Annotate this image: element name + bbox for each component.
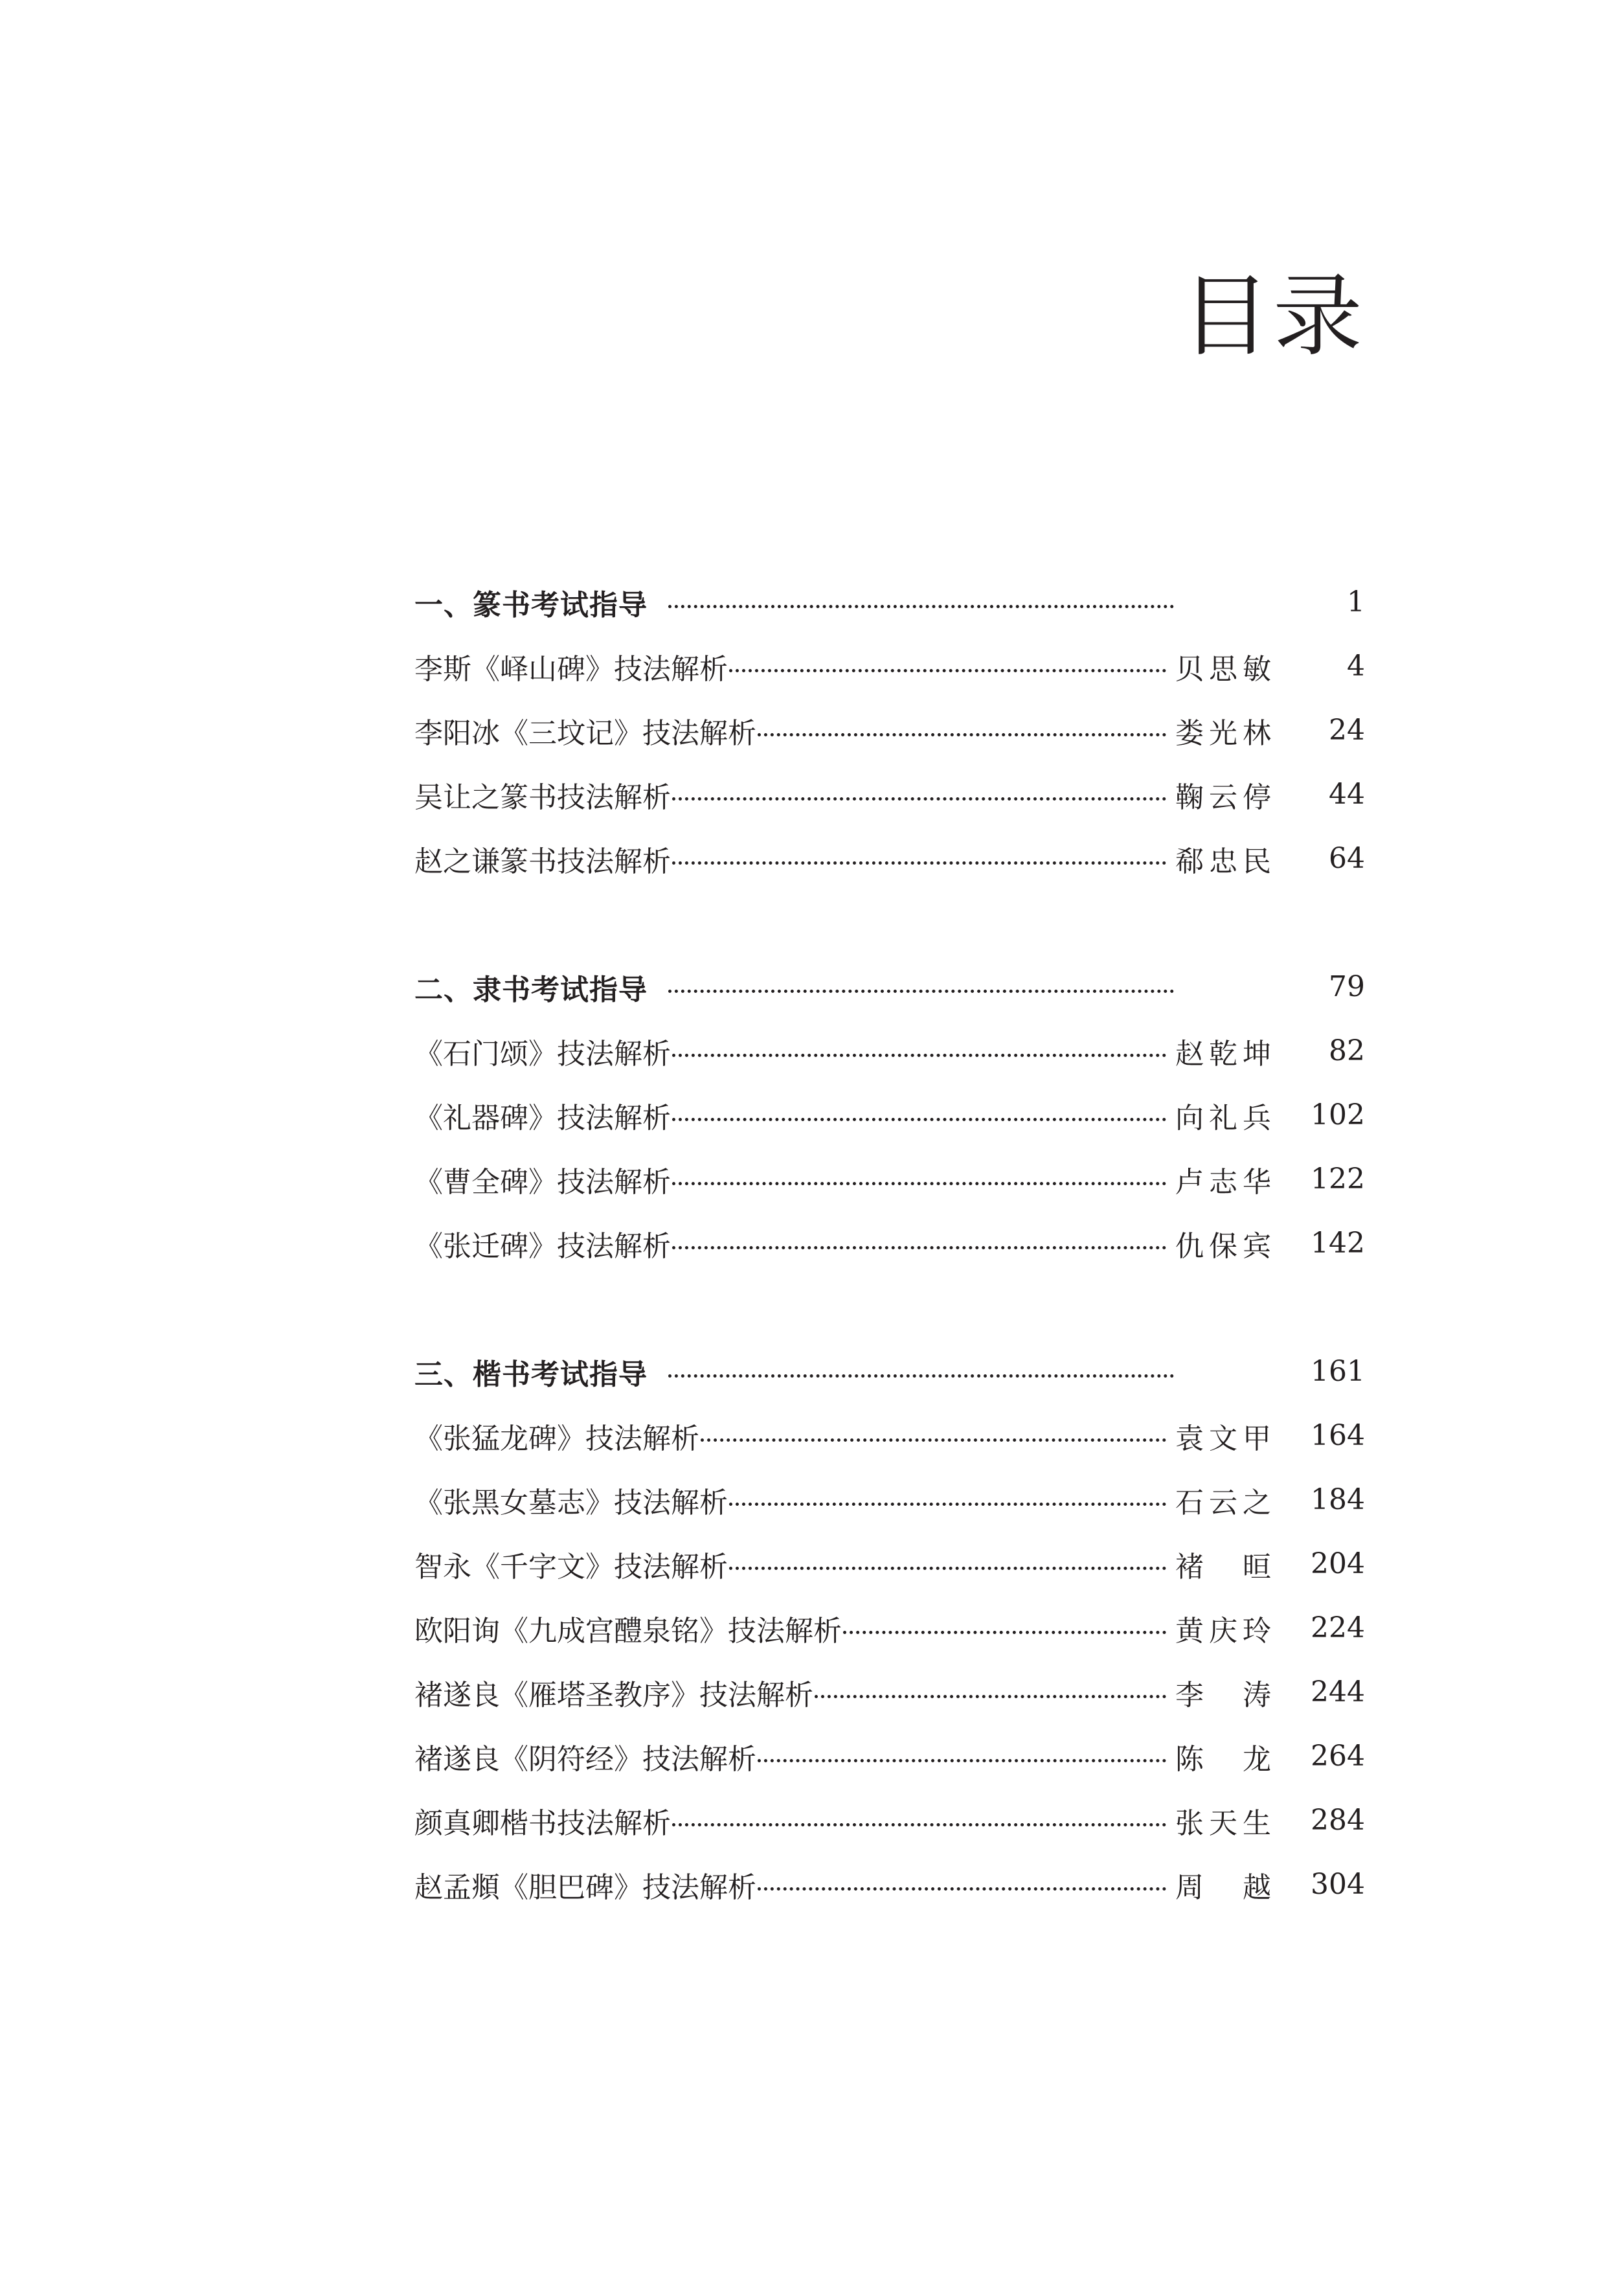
toc-section xyxy=(414,955,1365,1275)
page-number: 284 xyxy=(1311,1804,1365,1837)
entry-author: 鞠云停 xyxy=(1175,780,1271,814)
entry-title: 《张猛龙碑》技法解析 xyxy=(414,1422,699,1455)
dot-leader xyxy=(668,605,1174,608)
entry-title: 赵孟頫《胆巴碑》技法解析 xyxy=(414,1870,756,1904)
page-number: 122 xyxy=(1311,1163,1365,1196)
entry-author: 卢志华 xyxy=(1175,1165,1271,1199)
toc-entry[interactable] xyxy=(414,1724,1365,1788)
dot-leader xyxy=(701,1438,1166,1442)
dot-leader xyxy=(843,1631,1166,1634)
dot-leader xyxy=(729,1567,1166,1570)
dot-leader xyxy=(672,1182,1166,1185)
dot-leader xyxy=(672,1823,1166,1826)
toc-entry[interactable] xyxy=(414,826,1365,891)
entry-title: 《曹全碑》技法解析 xyxy=(414,1165,671,1199)
entry-title: 李阳冰《三坟记》技法解析 xyxy=(414,716,756,750)
entry-title: 颜真卿楷书技法解析 xyxy=(414,1806,671,1840)
page-number: 4 xyxy=(1347,650,1365,683)
section-heading[interactable] xyxy=(414,1339,1365,1403)
dot-leader xyxy=(729,669,1166,672)
page-number: 142 xyxy=(1311,1227,1365,1260)
toc-entry[interactable] xyxy=(414,1596,1365,1660)
entry-title: 《张黑女墓志》技法解析 xyxy=(414,1486,728,1519)
toc-section xyxy=(414,570,1365,891)
entry-title: 《石门颂》技法解析 xyxy=(414,1037,671,1071)
entry-title: 李斯《峄山碑》技法解析 xyxy=(414,652,728,686)
section-title: 三、楷书考试指导 xyxy=(414,1358,648,1391)
page-number: 24 xyxy=(1329,714,1365,747)
dot-leader xyxy=(672,1118,1166,1121)
entry-title: 吴让之篆书技法解析 xyxy=(414,780,671,814)
page-number: 79 xyxy=(1329,970,1365,1003)
toc-section xyxy=(414,1339,1365,1916)
toc-entry[interactable] xyxy=(414,1019,1365,1083)
toc-entry[interactable] xyxy=(414,1660,1365,1724)
page-number: 244 xyxy=(1311,1676,1365,1709)
entry-author: 娄光林 xyxy=(1175,716,1271,750)
dot-leader xyxy=(672,1054,1166,1057)
toc-entry[interactable] xyxy=(414,634,1365,698)
dot-leader xyxy=(758,1887,1166,1891)
page-number: 164 xyxy=(1311,1419,1365,1452)
entry-author: 黄庆玲 xyxy=(1175,1614,1271,1648)
entry-title: 褚遂良《阴符经》技法解析 xyxy=(414,1742,756,1776)
entry-author: 贝思敏 xyxy=(1175,652,1271,686)
dot-leader xyxy=(672,1246,1166,1249)
entry-author: 李 涛 xyxy=(1175,1678,1271,1712)
entry-author: 张天生 xyxy=(1175,1806,1271,1840)
section-title: 二、隶书考试指导 xyxy=(414,973,648,1006)
table-of-contents xyxy=(414,570,1365,1981)
toc-entry[interactable] xyxy=(414,1532,1365,1596)
toc-entry[interactable] xyxy=(414,762,1365,826)
toc-entry[interactable] xyxy=(414,1852,1365,1916)
page-number: 102 xyxy=(1311,1098,1365,1131)
section-heading[interactable] xyxy=(414,570,1365,634)
section-heading[interactable] xyxy=(414,955,1365,1019)
page-number: 204 xyxy=(1311,1547,1365,1580)
section-title: 一、篆书考试指导 xyxy=(414,588,648,622)
entry-author: 陈 龙 xyxy=(1175,1742,1271,1776)
page-number: 44 xyxy=(1329,778,1365,811)
toc-entry[interactable] xyxy=(414,1788,1365,1852)
page-number: 224 xyxy=(1311,1611,1365,1644)
entry-title: 欧阳询《九成宫醴泉铭》技法解析 xyxy=(414,1614,842,1648)
page-title: 目录 xyxy=(1180,264,1365,369)
toc-entry[interactable] xyxy=(414,698,1365,762)
dot-leader xyxy=(758,733,1166,736)
entry-author: 向礼兵 xyxy=(1175,1101,1271,1135)
dot-leader xyxy=(815,1695,1166,1698)
toc-entry[interactable] xyxy=(414,1083,1365,1147)
entry-author: 赵乾坤 xyxy=(1175,1037,1271,1071)
entry-title: 赵之谦篆书技法解析 xyxy=(414,845,671,878)
page-number: 264 xyxy=(1311,1740,1365,1773)
page-number: 1 xyxy=(1347,585,1365,619)
dot-leader xyxy=(758,1759,1166,1762)
page-number: 82 xyxy=(1329,1034,1365,1067)
toc-entry[interactable] xyxy=(414,1211,1365,1275)
entry-author: 周 越 xyxy=(1175,1870,1271,1904)
dot-leader xyxy=(729,1503,1166,1506)
dot-leader xyxy=(668,990,1174,993)
entry-author: 石云之 xyxy=(1175,1486,1271,1519)
dot-leader xyxy=(668,1374,1174,1378)
dot-leader xyxy=(672,861,1166,865)
toc-entry[interactable] xyxy=(414,1468,1365,1532)
entry-title: 《张迁碑》技法解析 xyxy=(414,1229,671,1263)
entry-author: 郗忠民 xyxy=(1175,845,1271,878)
entry-author: 仇保宾 xyxy=(1175,1229,1271,1263)
page-number: 184 xyxy=(1311,1483,1365,1516)
toc-entry[interactable] xyxy=(414,1147,1365,1211)
page-number: 161 xyxy=(1311,1355,1365,1388)
entry-author: 袁文甲 xyxy=(1175,1422,1271,1455)
entry-title: 《礼器碑》技法解析 xyxy=(414,1101,671,1135)
page-number: 304 xyxy=(1311,1868,1365,1901)
entry-title: 智永《千字文》技法解析 xyxy=(414,1550,728,1584)
toc-entry[interactable] xyxy=(414,1403,1365,1468)
page-number: 64 xyxy=(1329,842,1365,875)
dot-leader xyxy=(672,797,1166,801)
entry-author: 褚 晅 xyxy=(1175,1550,1271,1584)
entry-title: 褚遂良《雁塔圣教序》技法解析 xyxy=(414,1678,813,1712)
